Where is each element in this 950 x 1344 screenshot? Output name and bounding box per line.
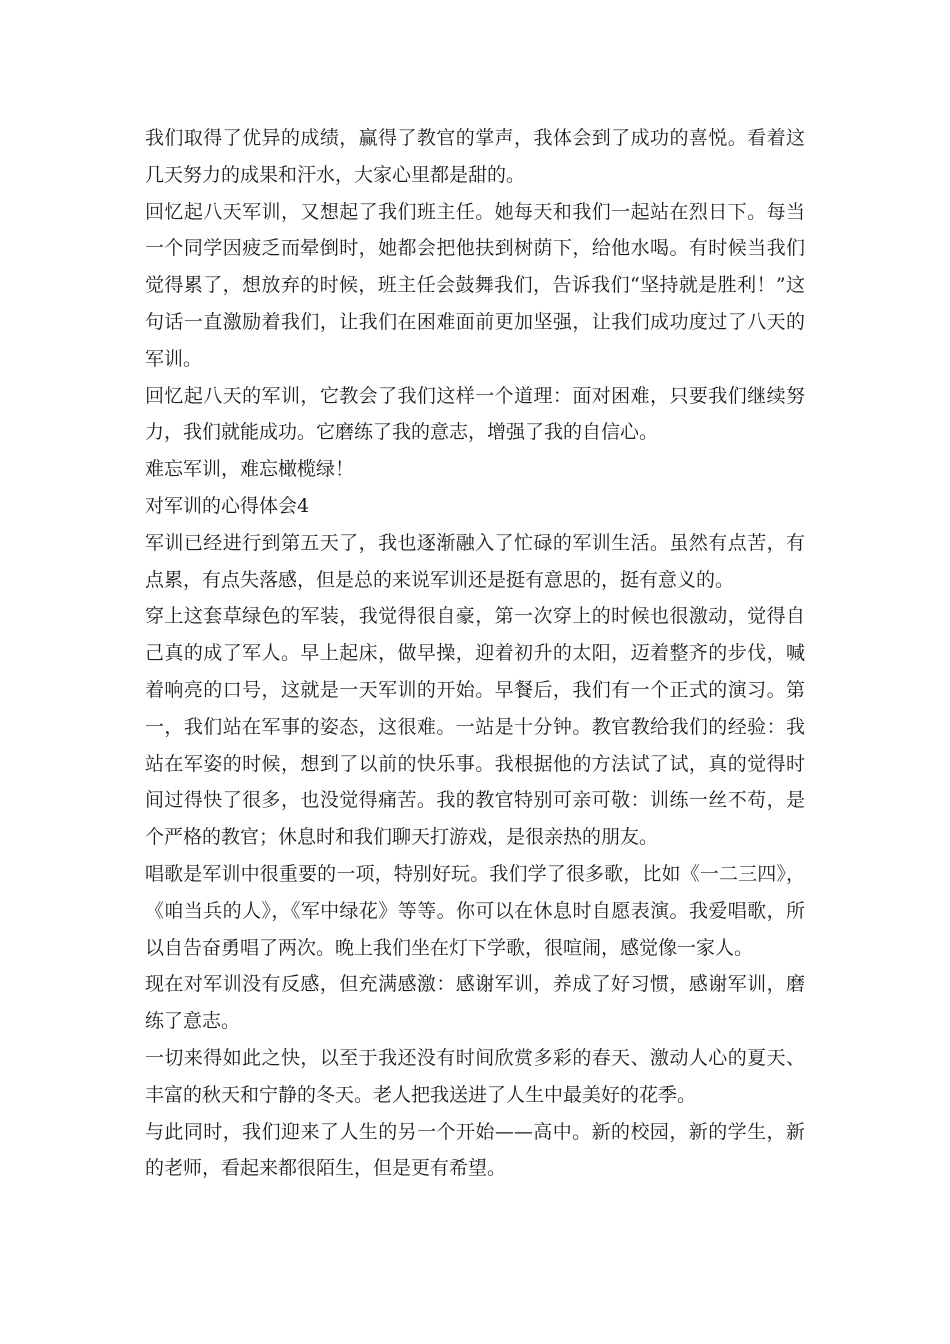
paragraph-singing: 唱歌是军训中很重要的一项，特别好玩。我们学了很多歌，比如《一二三四》，《咱当兵的人》，《军中绿花》等等。你可以在休息时自愿表演。我爱唱歌，所以自告奋勇唱了两次。晚上我们坐在灯下学歌，很喧闹，感觉像一家人。 bbox=[145, 862, 805, 959]
paragraph-success: 我们取得了优异的成绩，赢得了教官的掌声，我体会到了成功的喜悦。看着这几天努力的成果和汗水，大家心里都是甜的。 bbox=[145, 127, 805, 186]
paragraph-head-teacher: 回忆起八天军训，又想起了我们班主任。她每天和我们一起站在烈日下。每当一个同学因疲乏而晕倒时，她都会把他扶到树荫下，给他水喝。有时候当我们觉得累了，想放弃的时候，班主任会鼓舞我们，告诉我们“坚持就是胜利！”这句话一直激励着我们，让我们在困难面前更加坚强，让我们成功度过了八天的军训。 bbox=[145, 200, 805, 370]
paragraph-gratitude: 现在对军训没有反感，但充满感激：感谢军训，养成了好习惯，感谢军训，磨练了意志。 bbox=[145, 973, 805, 1033]
paragraph-uniform: 穿上这套草绿色的军装，我觉得很自豪，第一次穿上的时候也很激动，觉得自己真的成了军人。早上起床，做早操，迎着初升的太阳，迈着整齐的步伐，喊着响亮的口号，这就是一天军训的开始。早餐后，我们有一个正式的演习。第一，我们站在军事的姿态，这很难。一站是十分钟。教官教给我们的经验：我站在军姿的时候，想到了以前的快乐事。我根据他的方法试了试，真的觉得时间过得快了很多，也没觉得痛苦。我的教官特别可亲可敬：训练一丝不苟，是个严格的教官；休息时和我们聊天打游戏，是很亲热的朋友。 bbox=[145, 605, 805, 849]
paragraph-lesson: 回忆起八天的军训，它教会了我们这样一个道理：面对困难，只要我们继续努力，我们就能成功。它磨练了我的意志，增强了我的自信心。 bbox=[145, 384, 805, 444]
document-body bbox=[145, 120, 805, 1187]
paragraph-fifth-day: 军训已经进行到第五天了，我也逐渐融入了忙碌的军训生活。虽然有点苦，有点累，有点失落感，但是总的来说军训还是挺有意思的，挺有意义的。 bbox=[145, 531, 805, 591]
section-heading: 对军训的心得体会4 bbox=[145, 494, 310, 517]
paragraph-unforgettable: 难忘军训，难忘橄榄绿！ bbox=[145, 458, 355, 481]
paragraph-high-school: 与此同时，我们迎来了人生的另一个开始——高中。新的校园，新的学生，新的老师，看起来都很陌生，但是更有希望。 bbox=[145, 1120, 805, 1180]
paragraph-seasons: 一切来得如此之快，以至于我还没有时间欣赏多彩的春天、激动人心的夏天、丰富的秋天和宁静的冬天。老人把我送进了人生中最美好的花季。 bbox=[145, 1046, 805, 1106]
